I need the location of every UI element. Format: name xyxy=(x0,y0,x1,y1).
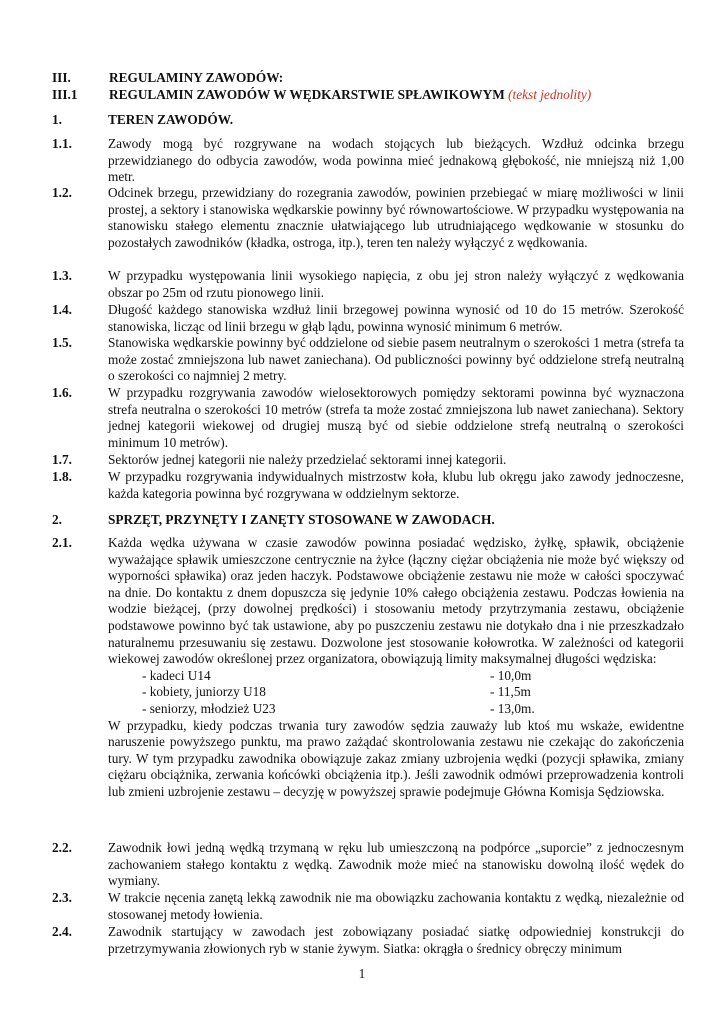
heading-title: REGULAMIN ZAWODÓW W WĘDKARSTWIE SPŁAWIKOWYM (tekst jednolity) xyxy=(109,87,592,102)
paragraph-1-2: 1.2. Odcinek brzegu, przewidziany do rozegrania zawodów, powinien przebiegać w miarę możliwości w linii prostej, a sektory i stanowiska wędkarskie powinny być równowartościowe. W przypadku występowania na stanowisku stałego elementu znacznie ułatwiającego lub utrudniającego wędkowanie w stosunku do pozostałych zawodników (kładka, ostroga, itp.), teren ten należy wyłączyć z wędkowania. xyxy=(52,185,684,250)
document-page: III. REGULAMINY ZAWODÓW: III.1 REGULAMIN ZAWODÓW W WĘDKARSTWIE SPŁAWIKOWYM (tekst jednolity) 1. TEREN ZAWODÓW. 1.1. Zawody mogą być rozgrywane na wodach stojących lub bieżących. Wzdłuż odcinka brzegu przewidzianego do odbycia zawodów, woda powinna mieć jednakową głębokość, nie mniejszą niż 1,00 metr. 1.2. Odcinek brzegu, przewidziany do rozegrania zawodów, powinien przebiegać w miarę możliwości w linii prostej, a sektory i stanowiska wędkarskie powinny być równowartościowe. W przypadku występowania na stanowisku stałego elementu znacznie ułatwiającego lub utrudniającego wędkowanie w stosunku do pozostałych zawodników (kładka, ostroga, itp.), teren ten należy wyłączyć z wędkowania. 1.3. W przypadku występowania linii wysokiego napięcia, z obu jej stron należy wyłączyć z wędkowania obszar po 25m od rzutu pionowego linii. 1.4. Długość każdego stanowiska wzdłuż linii brzegowej powinna wynosić od 10 do 15 metrów. Szerokość stanowiska, licząc od linii brzegu w głąb lądu, powinna wynosić minimum 6 metrów. 1.5. Stanowiska wędkarskie powinny być oddzielone od siebie pasem neutralnym o szerokości 1 metra (strefa ta może zostać zmniejszona lub nawet zaniechana). Od publiczności powinny być oddzielone strefą neutralną o szerokości co najmniej 2 metry. 1.6. W przypadku rozgrywania zawodów wielosektorowych pomiędzy sektorami powinna być wyznaczona strefa neutralna o szerokości 10 metrów (strefa ta może zostać zmniejszona lub nawet zaniechana). Sektory jednej kategorii wiekowej od drugiej muszą być od siebie oddzielone strefą neutralną o szerokości minimum 10 metrów). 1.7. Sektorów jednej kategorii nie należy przedzielać sektorami innej kategorii. 1.8. W przypadku rozgrywania indywidualnych mistrzostw koła, klubu lub okręgu jako zawody jednoczesne, każda kategoria powinna być rozgrywana w oddzielnym sektorze. 2. SPRZĘT, PRZYNĘTY I ZANĘTY STOSOWANE W ZAWODACH. 2.1. Każda wędka używana w czasie zawodów powinna posiadać wędzisko, żyłkę, spławik, obciążenie wyważające spławik umieszczone centrycznie na żyłce (łączny ciężar obciążenia nie może być większy od wyporności spławika) oraz jeden haczyk. Podstawowe obciążenie zestawu nie może w całości spoczywać na dnie. Do kontaktu z dnem dopuszcza się jedynie 10% całego obciążenia zestawu. Podczas łowienia na wodzie bieżącej, (przy dowolnej prędkości) i stosowaniu metody przytrzymania zestawu, obciążenie podstawowe powinno być tak ustawione, aby po puszczeniu zestawu nie dotykało dna i nie przeszkadzało naturalnemu przesuwaniu się zestawu. Dozwolone jest stosowanie kołowrotka. W zależności od kategorii wiekowej zawodów określonej przez organizatora, obowiązują limity maksymalnej długości wędziska: - kadeci U14 - 10,0m - kobiety, juniorzy U18 - 11,5m - seniorzy, młodzież U23 - 13,0m. W przypadku, kiedy podczas trwania tury zawodów sędzia zauważy lub ktoś mu wskaże, ewidentne naruszenie powyższego punktu, ma prawo zażądać skontrolowania zestawu nie czekając do zakończenia tury. W tym przypadku zawodnika obowiązuje zakaz zmiany uzbrojenia wędki (pozycji spławika, zmiany ciężaru obciążnika, zerwania końcówki obciążenia itp.). Jeśli zawodnik odmówi przeprowadzenia kontroli lub zmieni uzbrojenie zestawu – decyzję w powyższej sprawie podejmuje Główna Komisja Sędziowska. 2.2. Zawodnik łowi jedną wędką trzymaną w ręku lub umieszczoną na podpórce „suporcie” z jednoczesnym zachowaniem stałego kontaktu z wędką. Zawodnik może mieć na stanowisku dowolną ilość wędek do wymiany. 2.3. W trakcie nęcenia zanętą lekką zawodnik nie ma obowiązku zachowania kontaktu z wędką, niezależnie od stosowanej metody łowienia. 2.4. Zawodnik startujący w zawodach jest zobowiązany posiadać siatkę odpowiedniej konstrukcji do przetrzymywania złowionych ryb w stanie żywym. Siatka: okrągła o średnicy obręczy minimum 1 xyxy=(0,0,724,1024)
limit-row: - kadeci U14 - 10,0m xyxy=(142,667,532,683)
paragraph-2-2: 2.2. Zawodnik łowi jedną wędką trzymaną w ręku lub umieszczoną na podpórce „suporcie” z jednoczesnym zachowaniem stałego kontaktu z wędką. Zawodnik może mieć na stanowisku dowolną ilość wędek do wymiany. xyxy=(52,840,684,889)
paragraph-1-8: 1.8. W przypadku rozgrywania indywidualnych mistrzostw koła, klubu lub okręgu jako zawody jednoczesne, każda kategoria powinna być rozgrywana w oddzielnym sektorze. xyxy=(52,469,684,501)
paragraph-1-6: 1.6. W przypadku rozgrywania zawodów wielosektorowych pomiędzy sektorami powinna być wyznaczona strefa neutralna o szerokości 10 metrów (strefa ta może zostać zmniejszona lub nawet zaniechana). Sektory jednej kategorii wiekowej od drugiej muszą być od siebie oddzielone strefą neutralną o szerokości minimum 10 metrów). xyxy=(52,385,684,450)
paragraph-1-1: 1.1. Zawody mogą być rozgrywane na wodach stojących lub bieżących. Wzdłuż odcinka brzegu przewidzianego do odbycia zawodów, woda powinna mieć jednakową głębokość, nie mniejszą niż 1,00 metr. xyxy=(52,136,684,185)
heading-title: REGULAMINY ZAWODÓW: xyxy=(109,70,284,85)
paragraph-2-1: 2.1. Każda wędka używana w czasie zawodów powinna posiadać wędzisko, żyłkę, spławik, obciążenie wyważające spławik umieszczone centrycznie na żyłce (łączny ciężar obciążenia nie może być większy od wyporności spławika) oraz jeden haczyk. Podstawowe obciążenie zestawu nie może w całości spoczywać na dnie. Do kontaktu z dnem dopuszcza się jedynie 10% całego obciążenia zestawu. Podczas łowienia na wodzie bieżącej, (przy dowolnej prędkości) i stosowaniu metody przytrzymania zestawu, obciążenie podstawowe powinno być tak ustawione, aby po puszczeniu zestawu nie dotykało dna i nie przeszkadzało naturalnemu przesuwaniu się zestawu. Dozwolone jest stosowanie kołowrotka. W zależności od kategorii wiekowej zawodów określonej przez organizatora, obowiązują limity maksymalnej długości wędziska: - kadeci U14 - 10,0m - kobiety, juniorzy U18 - 11,5m - seniorzy, młodzież U23 - 13,0m. W przypadku, kiedy podczas trwania tury zawodów sędzia zauważy lub ktoś mu wskaże, ewidentne naruszenie powyższego punktu, ma prawo zażądać skontrolowania zestawu nie czekając do zakończenia tury. W tym przypadku zawodnika obowiązuje zakaz zmiany uzbrojenia wędki (pozycji spławika, zmiany ciężaru obciążnika, zerwania końcówki obciążenia itp.). Jeśli zawodnik odmówi przeprowadzenia kontroli lub zmieni uzbrojenie zestawu – decyzję w powyższej sprawie podejmuje Główna Komisja Sędziowska. xyxy=(52,535,684,799)
paragraph-2-4: 2.4. Zawodnik startujący w zawodach jest zobowiązany posiadać siatkę odpowiedniej konstrukcji do przetrzymywania złowionych ryb w stanie żywym. Siatka: okrągła o średnicy obręczy minimum xyxy=(52,924,684,956)
page-number: 1 xyxy=(358,966,366,981)
limit-row: - kobiety, juniorzy U18 - 11,5m xyxy=(142,684,531,700)
heading-number: III. xyxy=(52,70,71,85)
paragraph-1-3: 1.3. W przypadku występowania linii wysokiego napięcia, z obu jej stron należy wyłączyć z wędkowania obszar po 25m od rzutu pionowego linii. xyxy=(52,268,684,300)
limit-row: - seniorzy, młodzież U23 - 13,0m. xyxy=(142,700,535,716)
paragraph-2-3: 2.3. W trakcie nęcenia zanętą lekką zawodnik nie ma obowiązku zachowania kontaktu z wędką, niezależnie od stosowanej metody łowienia. xyxy=(52,890,684,922)
heading-number: III.1 xyxy=(52,87,78,102)
rod-length-limits xyxy=(142,668,542,718)
paragraph-1-5: 1.5. Stanowiska wędkarskie powinny być oddzielone od siebie pasem neutralnym o szerokości 1 metra (strefa ta może zostać zmniejszona lub nawet zaniechana). Od publiczności powinny być oddzielone strefą neutralną o szerokości co najmniej 2 metry. xyxy=(52,335,684,384)
paragraph-1-7: 1.7. Sektorów jednej kategorii nie należy przedzielać sektorami innej kategorii. xyxy=(52,452,507,467)
paragraph-1-4: 1.4. Długość każdego stanowiska wzdłuż linii brzegowej powinna wynosić od 10 do 15 metrów. Szerokość stanowiska, licząc od linii brzegu w głąb lądu, powinna wynosić minimum 6 metrów. xyxy=(52,302,684,334)
heading-note: (tekst jednolity) xyxy=(508,87,592,102)
